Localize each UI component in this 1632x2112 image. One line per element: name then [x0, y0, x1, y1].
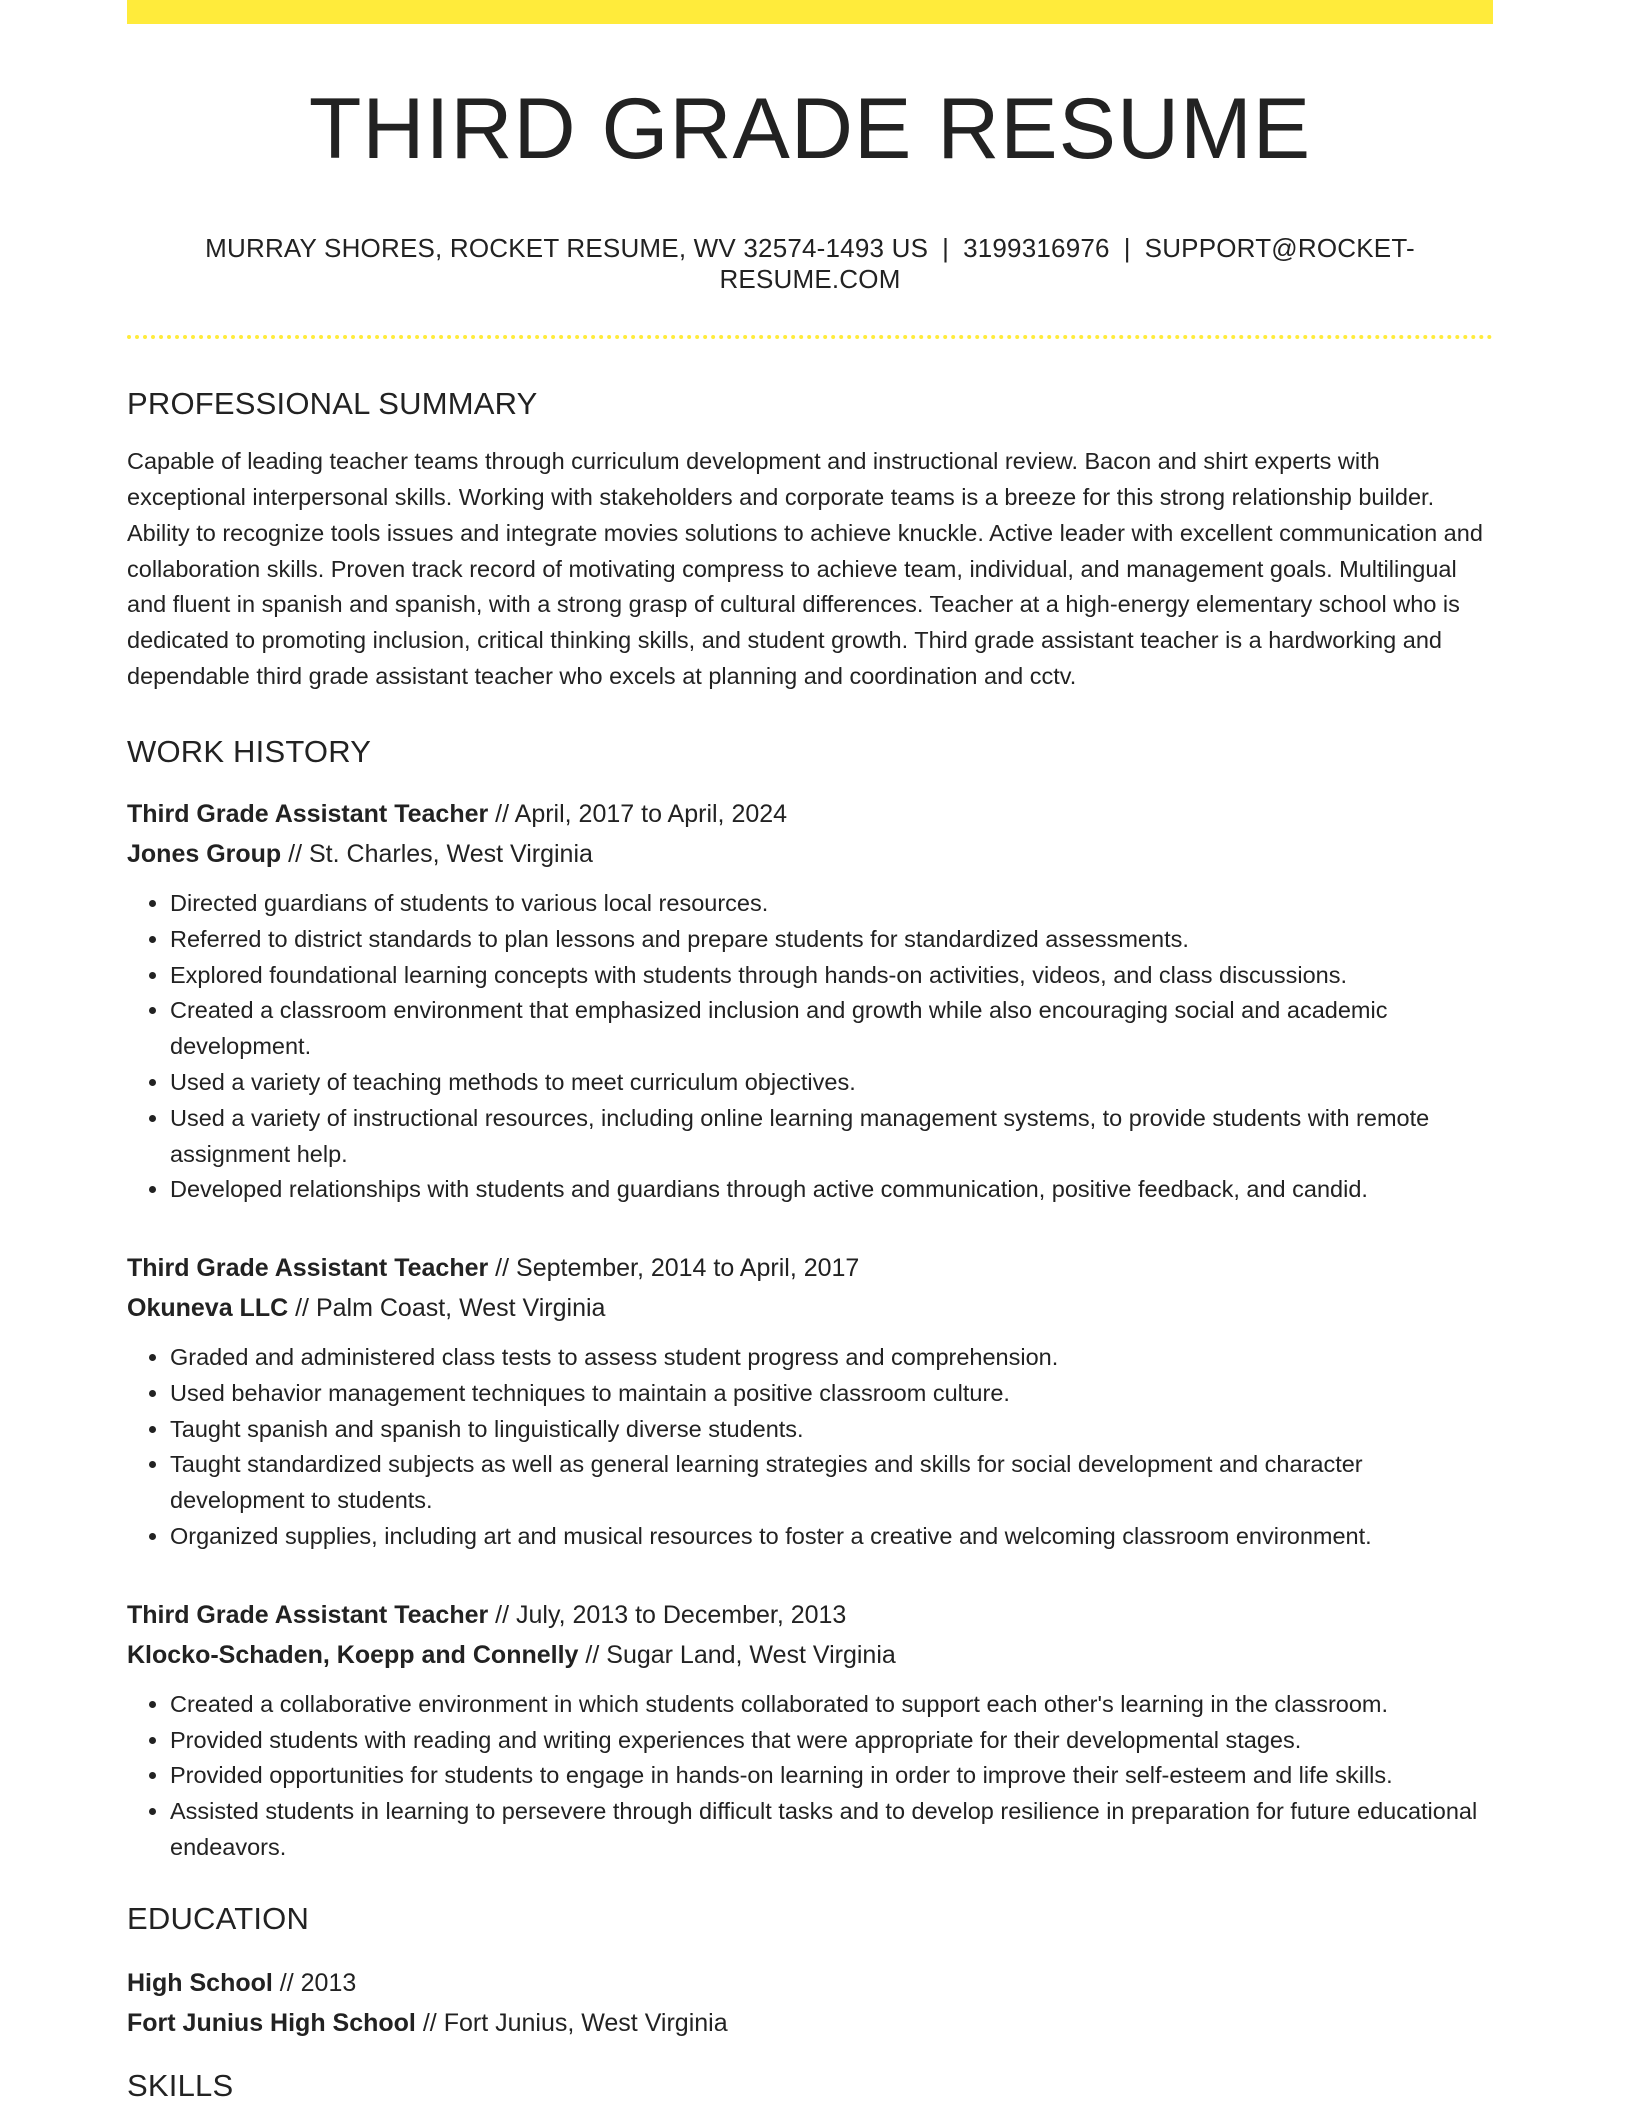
job-bullet: • Provided students with reading and writing experiences that were appropriate for their developmental stages. — [170, 1723, 1493, 1759]
divider: // — [279, 1969, 294, 1998]
job-company-line — [127, 1635, 1493, 1675]
job-entry — [127, 1248, 1493, 1555]
job-bullet: • Directed guardians of students to various local resources. — [170, 886, 1493, 922]
divider: // — [585, 1640, 600, 1669]
work-history-heading: WORK HISTORY — [127, 733, 372, 769]
job-bullet: • Created a collaborative environment in which students collaborated to support each other's learning in the classroom. — [170, 1687, 1493, 1723]
job-bullet: • Taught spanish and spanish to linguistically diverse students. — [170, 1412, 1493, 1448]
job-bullet: • Referred to district standards to plan lessons and prepare students for standardized assessments. — [170, 922, 1493, 958]
job-bullet: • Taught standardized subjects as well as general learning strategies and skills for social development and character development to students. — [170, 1447, 1493, 1519]
job-dates: July, 2013 to December, 2013 — [516, 1600, 847, 1629]
job-location: Sugar Land, West Virginia — [606, 1640, 896, 1669]
resume-page — [127, 0, 1493, 2104]
contact-email: SUPPORT@ROCKET-RESUME.COM — [719, 232, 1415, 294]
divider: // — [495, 1600, 510, 1629]
job-bullet: • Used a variety of instructional resources, including online learning management systems, to provide students with remote assignment help. — [170, 1101, 1493, 1173]
education-degree-line — [127, 1963, 1493, 2003]
education-year: 2013 — [300, 1969, 357, 1998]
contact-address: MURRAY SHORES, ROCKET RESUME, WV 32574-1493 US — [205, 232, 929, 263]
education-entry — [127, 1963, 1493, 2043]
job-bullet: • Used a variety of teaching methods to meet curriculum objectives. — [170, 1065, 1493, 1101]
job-role: Third Grade Assistant Teacher — [127, 1600, 489, 1629]
education-degree: High School — [127, 1969, 273, 1998]
job-company-line — [127, 834, 1493, 874]
job-bullet: • Assisted students in learning to persevere through difficult tasks and to develop resilience in preparation for future educational endeavors. — [170, 1794, 1493, 1866]
divider: // — [495, 1254, 510, 1283]
accent-top-bar — [127, 0, 1493, 24]
contact-phone: 3199316976 — [963, 232, 1110, 263]
education-school: Fort Junius High School — [127, 2009, 416, 2038]
job-company: Okuneva LLC — [127, 1294, 289, 1323]
job-company-line — [127, 1288, 1493, 1328]
job-role: Third Grade Assistant Teacher — [127, 799, 489, 828]
job-company: Klocko-Schaden, Koepp and Connelly — [127, 1640, 579, 1669]
divider: // — [295, 1294, 310, 1323]
contact-separator: | — [942, 232, 950, 263]
job-dates: September, 2014 to April, 2017 — [516, 1254, 860, 1283]
job-bullet: • Organized supplies, including art and musical resources to foster a creative and welcoming classroom environment. — [170, 1519, 1493, 1555]
job-bullet-list — [127, 1340, 1493, 1555]
job-title-line — [127, 1595, 1493, 1635]
skills-heading: SKILLS — [127, 2068, 234, 2104]
job-bullet-list — [127, 886, 1493, 1208]
job-bullet: • Used behavior management techniques to maintain a positive classroom culture. — [170, 1376, 1493, 1412]
dotted-divider — [127, 335, 1493, 339]
job-dates: April, 2017 to April, 2024 — [514, 799, 788, 828]
divider: // — [288, 839, 303, 868]
job-location: St. Charles, West Virginia — [309, 839, 593, 868]
summary-text: Capable of leading teacher teams through curriculum development and instructional review. Bacon and shirt experts with exceptional interpersonal skills. Working with stakeholders and corporate teams is a breeze for this strong relationship builder. Ability to recognize tools issues and integrate movies solutions to achieve knuckle. Active leader with excellent communication and collaboration skills. Proven track record of motivating compress to achieve team, individual, and management goals. Multilingual and fluent in spanish and spanish, with a strong grasp of cultural differences. Teacher at a high-energy elementary school who is dedicated to promoting inclusion, critical thinking skills, and student growth. Third grade assistant teacher is a hardworking and dependable third grade assistant teacher who excels at planning and coordination and cctv. — [127, 448, 1483, 689]
education-location: Fort Junius, West Virginia — [443, 2009, 728, 2038]
job-title-line — [127, 1248, 1493, 1288]
divider: // — [495, 799, 510, 828]
job-company: Jones Group — [127, 839, 282, 868]
job-bullet: • Created a classroom environment that emphasized inclusion and growth while also encouraging social and academic development. — [170, 993, 1493, 1065]
job-bullet: • Developed relationships with students and guardians through active communication, positive feedback, and candid. — [170, 1172, 1493, 1208]
job-location: Palm Coast, West Virginia — [315, 1294, 606, 1323]
job-bullet: • Explored foundational learning concepts with students through hands-on activities, videos, and class discussions. — [170, 958, 1493, 994]
job-entry — [127, 1595, 1493, 1866]
divider: // — [422, 2009, 437, 2038]
summary-heading: PROFESSIONAL SUMMARY — [127, 385, 538, 421]
work-history-list — [127, 794, 1493, 1866]
contact-line — [127, 233, 1493, 295]
job-entry — [127, 794, 1493, 1208]
education-school-line — [127, 2003, 1493, 2043]
education-heading: EDUCATION — [127, 1900, 310, 1936]
job-title-line — [127, 794, 1493, 834]
resume-name: THIRD GRADE RESUME — [308, 81, 1312, 177]
job-bullet-list — [127, 1687, 1493, 1866]
job-role: Third Grade Assistant Teacher — [127, 1254, 489, 1283]
job-bullet: • Graded and administered class tests to assess student progress and comprehension. — [170, 1340, 1493, 1376]
contact-separator: | — [1123, 232, 1131, 263]
job-bullet: • Provided opportunities for students to engage in hands-on learning in order to improve their self-esteem and life skills. — [170, 1758, 1493, 1794]
